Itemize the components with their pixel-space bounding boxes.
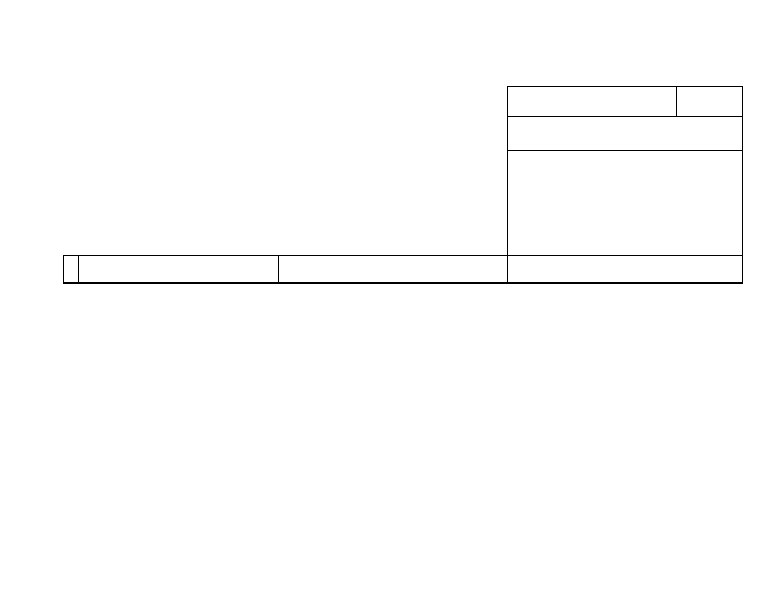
review-table [63, 255, 743, 284]
affects-my-cell [508, 87, 677, 116]
header-subcolumn-filler [508, 256, 742, 282]
row-number-header [64, 256, 79, 282]
spine-page-number [0, 512, 22, 530]
table-header-row [64, 256, 742, 283]
column-2-title [279, 256, 508, 282]
column-1-title [79, 256, 279, 282]
right-header-top-row [508, 87, 742, 117]
instructions-list [80, 94, 508, 116]
instructions-block [80, 90, 508, 122]
spine-publisher-label [0, 28, 22, 46]
spine-study-label [0, 248, 22, 266]
right-header-box [507, 86, 743, 151]
subcolumn-label-strip [507, 149, 743, 263]
instinct-group-row [508, 117, 742, 150]
exact-nature-cell [677, 87, 742, 116]
